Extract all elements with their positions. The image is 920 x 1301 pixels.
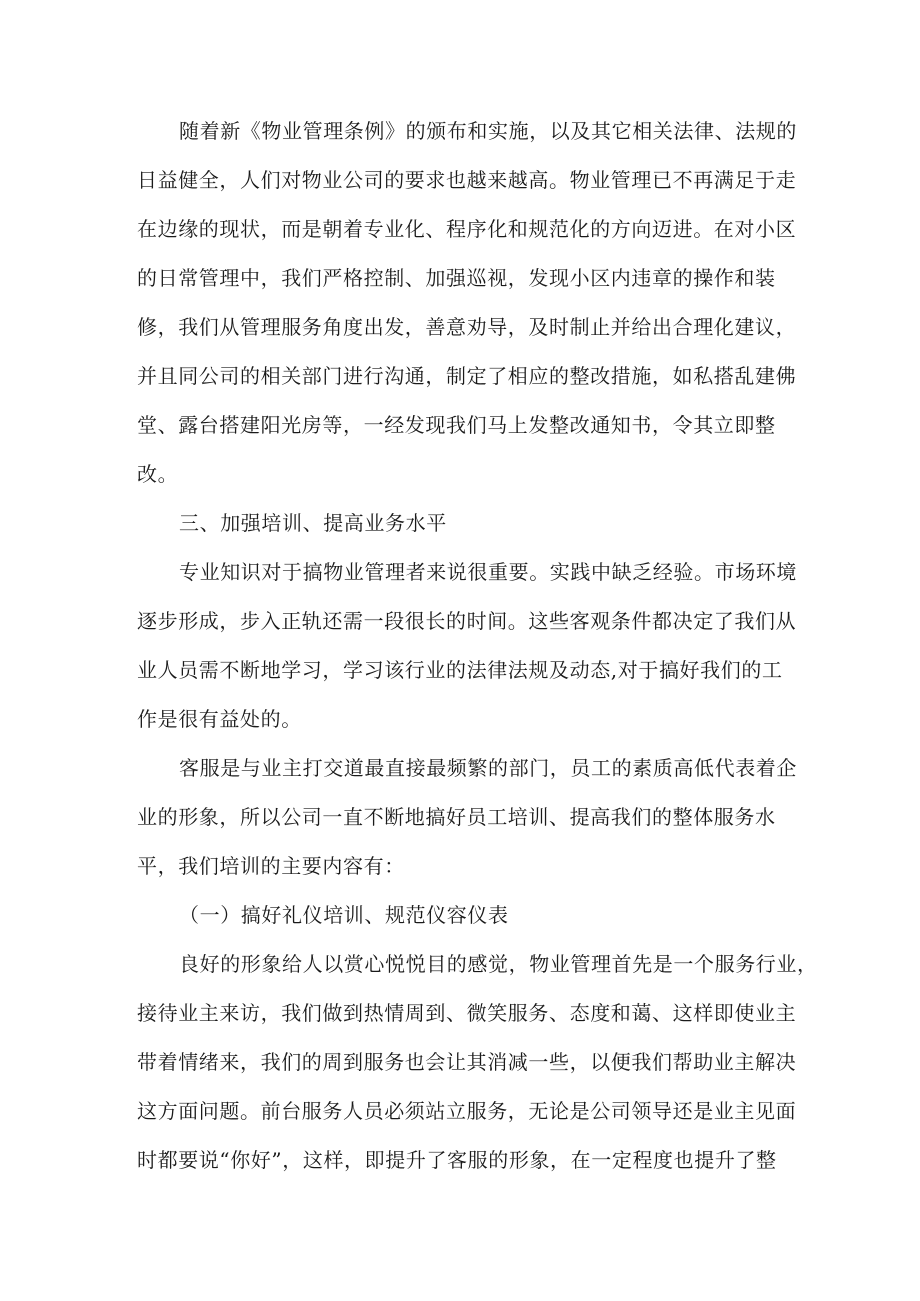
text-line-3: 在边缘的现状，而是朝着专业化、程序化和规范化的方向迈进。在对小区 [137,217,797,241]
section-heading: 三、加强培训、提高业务水平 [179,511,447,535]
text-line-12: 业人员需不断地学习，学习该行业的法律法规及动态,对于搞好我们的工 [137,658,783,682]
text-line-22: 时都要说“你好”，这样，即提升了客服的形象，在一定程度也提升了整 [137,1148,777,1172]
text-line-15: 业的形象，所以公司一直不断地搞好员工培训、提高我们的整体服务水 [137,805,776,829]
text-line-14: 客服是与业主打交道最直接最频繁的部门，员工的素质高低代表着企 [179,756,797,780]
text-line-11: 逐步形成，步入正轨还需一段很长的时间。这些客观条件都决定了我们从 [137,609,797,633]
subsection-heading: （一）搞好礼仪培训、规范仪容仪表 [179,903,509,927]
text-line-5: 修，我们从管理服务角度出发，善意劝导，及时制止并给出合理化建议， [137,315,797,339]
text-line-7: 堂、露台搭建阳光房等，一经发现我们马上发整改通知书，令其立即整 [137,413,776,437]
text-line-6: 并且同公司的相关部门进行沟通，制定了相应的整改措施，如私搭乱建佛 [137,364,797,388]
text-line-16: 平，我们培训的主要内容有： [137,854,405,878]
text-line-21: 这方面问题。前台服务人员必须站立服务，无论是公司领导还是业主见面 [137,1099,797,1123]
text-line-20: 带着情绪来，我们的周到服务也会让其消减一些，以便我们帮助业主解决 [137,1050,797,1074]
text-line-8: 改。 [137,462,179,486]
text-line-4: 的日常管理中，我们严格控制、加强巡视，发现小区内违章的操作和装 [137,266,776,290]
text-line-1: 随着新《物业管理条例》的颁布和实施，以及其它相关法律、法规的 [179,119,797,143]
text-line-2: 日益健全，人们对物业公司的要求也越来越高。物业管理已不再满足于走 [137,168,797,192]
text-line-10: 专业知识对于搞物业管理者来说很重要。实践中缺乏经验。市场环境 [179,560,797,584]
text-line-18: 良好的形象给人以赏心悦悦目的感觉，物业管理首先是一个服务行业， [179,952,818,976]
text-line-13: 作是很有益处的。 [137,707,302,731]
text-line-19: 接待业主来访，我们做到热情周到、微笑服务、态度和蔼、这样即使业主 [137,1001,797,1025]
